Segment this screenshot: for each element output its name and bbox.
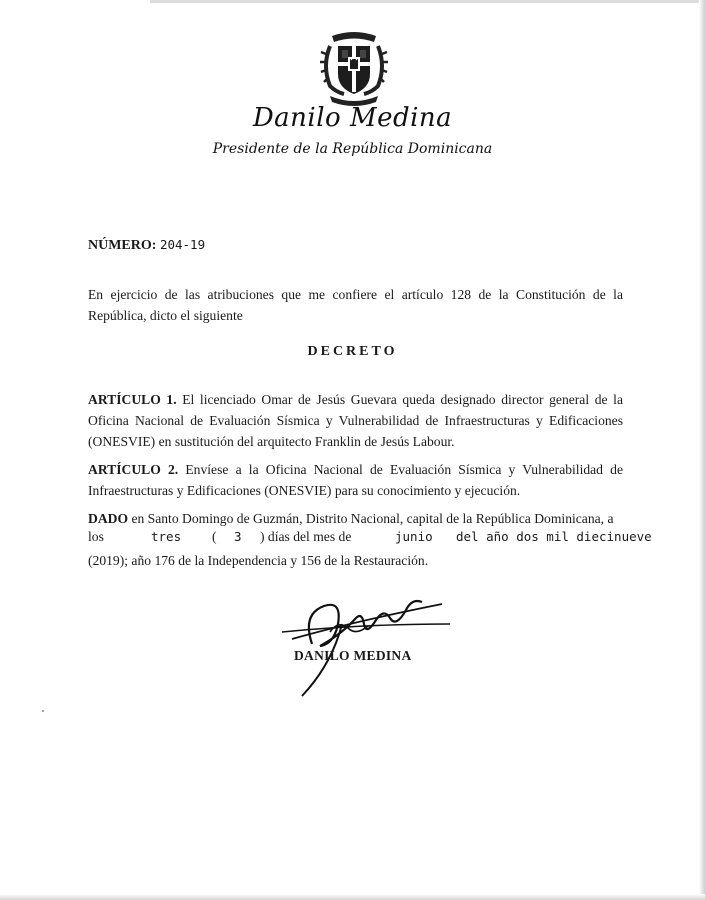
- dado-open-paren: (: [212, 529, 217, 544]
- decree-number-value: 204-19: [159, 237, 206, 252]
- article-1-label: ARTÍCULO 1.: [88, 392, 177, 407]
- dado-day-text: tres: [151, 529, 182, 544]
- article-2-text: Envíese a la Oficina Nacional de Evaluación Sísmica y Vulnerabilidad de Infraestructuras y Edificaciones (ONESVIE) para su conocimiento y ejecución.: [88, 462, 623, 498]
- intro-paragraph: En ejercicio de las atribuciones que me confiere el artículo 128 de la Constitución de la República, dicto el siguiente: [88, 287, 623, 323]
- article-1-text: El licenciado Omar de Jesús Guevara queda designado director general de la Oficina Nacional de Evaluación Sísmica y Vulnerabilidad de Infraestructuras y Edificaciones (ONESVIE) en sustitución del arquitecto Franklin de Jesús Labour.: [88, 392, 623, 449]
- article-2: [88, 459, 623, 501]
- article-1: [88, 389, 623, 452]
- dado-month: junio: [395, 529, 433, 544]
- coat-of-arms-icon: [318, 26, 390, 106]
- decree-heading: DECRETO: [307, 344, 398, 359]
- dado-line-1: [88, 508, 623, 529]
- scan-bottom-edge: [0, 894, 705, 900]
- dado-label: DADO: [88, 511, 129, 526]
- signature-printed-name: DANILO MEDINA: [294, 648, 412, 663]
- article-2-label: ARTÍCULO 2.: [88, 462, 179, 477]
- decree-number: [88, 237, 205, 254]
- dado-line-2: [88, 529, 652, 550]
- letterhead-name: Danilo Medina: [252, 103, 453, 133]
- scan-top-edge: [150, 0, 705, 3]
- dado-los: los: [88, 529, 104, 544]
- scan-right-edge: [699, 0, 705, 900]
- scan-speck: [42, 710, 44, 712]
- letterhead-title: Presidente de la República Dominicana: [212, 141, 493, 157]
- dado-days-of-month: ) días del mes de: [260, 529, 352, 544]
- signature-icon: [272, 584, 452, 699]
- dado-text-1: en Santo Domingo de Guzmán, Distrito Nacional, capital de la República Dominicana, a: [131, 511, 614, 526]
- dado-year-text: del año dos mil diecinueve: [456, 529, 652, 544]
- dado-day-number: 3: [234, 529, 242, 544]
- dado-line-3: (2019); año 176 de la Independencia y 156 de la Restauración.: [88, 553, 429, 568]
- decree-number-label: NÚMERO:: [88, 238, 157, 253]
